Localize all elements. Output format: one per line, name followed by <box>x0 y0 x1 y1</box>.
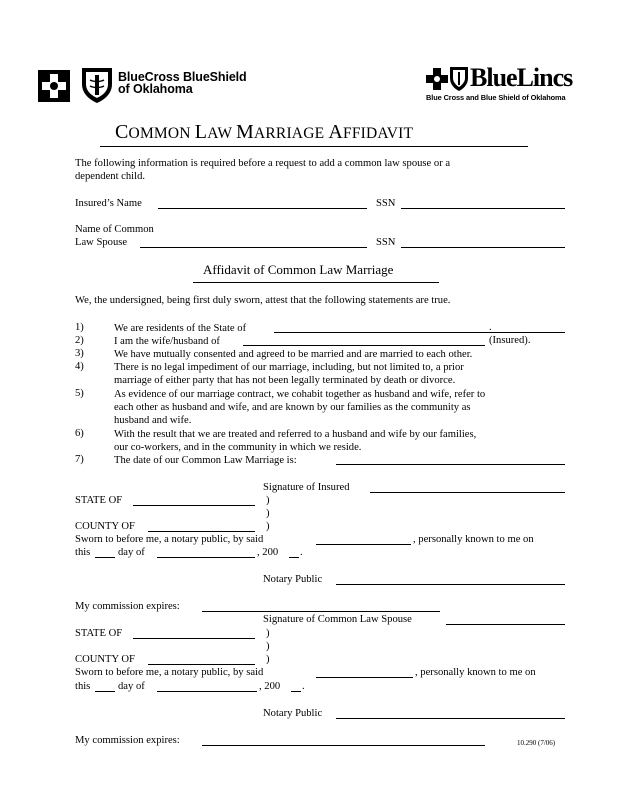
item-suffix: . <box>489 322 492 333</box>
paren: ) <box>266 628 270 639</box>
state-field[interactable] <box>133 505 255 506</box>
marriage-date-field[interactable] <box>336 464 565 465</box>
day-field[interactable] <box>95 557 115 558</box>
spouse-label-line1: Name of Common <box>75 224 154 235</box>
state-label: STATE OF <box>75 628 123 639</box>
signature-spouse-field[interactable] <box>446 624 565 625</box>
item-suffix: (Insured). <box>489 335 531 346</box>
item-number: 7) <box>75 454 84 465</box>
item-number: 3) <box>75 348 84 359</box>
day-of-text: day of <box>118 681 145 692</box>
item-text: We are residents of the State of <box>114 323 247 334</box>
commission-field[interactable] <box>202 745 485 746</box>
known-text: , personally known to me on <box>415 667 536 678</box>
ssn-label: SSN <box>376 198 396 209</box>
cross-icon <box>38 70 70 102</box>
affidavit-subtitle: Affidavit of Common Law Marriage <box>203 262 394 277</box>
signature-insured-label: Signature of Insured <box>263 482 350 493</box>
sworn-name-field[interactable] <box>316 677 413 678</box>
bcbs-line1: BlueCross BlueShield <box>118 70 247 84</box>
paren: ) <box>266 641 270 652</box>
subtitle-underline <box>193 282 439 283</box>
month-field[interactable] <box>157 557 255 558</box>
signature-spouse-label: Signature of Common Law Spouse <box>263 614 412 625</box>
attest-text: We, the undersigned, being first duly sworn, attest that the following statements are true. <box>75 295 451 306</box>
cross-icon <box>426 68 448 90</box>
item-number: 2) <box>75 335 84 346</box>
year-text: , 200 <box>257 547 279 558</box>
paren: ) <box>266 521 270 532</box>
item-text: With the result that we are treated and referred to a husband and wife by our families, <box>114 429 477 440</box>
year-field[interactable] <box>289 557 299 558</box>
year-text: , 200 <box>259 681 281 692</box>
item-text: marriage of either party that has not been legally terminated by death or divorce. <box>114 375 456 386</box>
county-label: COUNTY OF <box>75 654 135 665</box>
item-number: 1) <box>75 322 84 333</box>
shield-icon <box>82 68 112 103</box>
item-text: The date of our Common Law Marriage is: <box>114 455 297 466</box>
spouse-label-line2: Law Spouse <box>75 237 128 248</box>
county-field[interactable] <box>148 531 255 532</box>
this-text: this <box>75 547 91 558</box>
item-text: each other as husband and wife, and are known by our families as the community as <box>114 402 471 413</box>
intro-line2: dependent child. <box>75 171 146 182</box>
shield-icon <box>450 67 468 91</box>
item-text: our co-workers, and in the community in which we reside. <box>114 442 362 453</box>
title-underline <box>100 146 528 147</box>
period: . <box>302 681 305 692</box>
this-text: this <box>75 681 91 692</box>
notary-public-field[interactable] <box>336 584 565 585</box>
state-field[interactable] <box>133 638 255 639</box>
item-text: As evidence of our marriage contract, we cohabit together as husband and wife, refer to <box>114 389 486 400</box>
commission-field[interactable] <box>202 611 440 612</box>
bcbs-name <box>118 71 247 95</box>
item-number: 5) <box>75 388 84 399</box>
insured-name-field[interactable] <box>158 208 367 209</box>
bcbs-line2: of Oklahoma <box>118 82 193 96</box>
bluelincs-subtitle: Blue Cross and Blue Shield of Oklahoma <box>426 93 566 102</box>
item-number: 4) <box>75 361 84 372</box>
notary-public-field[interactable] <box>336 718 565 719</box>
sworn-text: Sworn to before me, a notary public, by said <box>75 534 264 545</box>
notary-public-label: Notary Public <box>263 708 323 719</box>
sworn-name-field[interactable] <box>316 544 411 545</box>
insured-name-label: Insured’s Name <box>75 198 142 209</box>
bluelincs-wordmark: BlueLincs <box>470 63 573 92</box>
spouse-name-field[interactable] <box>140 247 367 248</box>
known-text: , personally known to me on <box>413 534 534 545</box>
item-number: 6) <box>75 428 84 439</box>
paren: ) <box>266 508 270 519</box>
period: . <box>300 547 303 558</box>
bcbs-logo <box>38 66 118 107</box>
commission-label: My commission expires: <box>75 735 180 746</box>
form-number: 10.290 (7/06) <box>517 739 556 747</box>
notary-public-label: Notary Public <box>263 574 323 585</box>
signature-insured-field[interactable] <box>370 492 565 493</box>
county-label: COUNTY OF <box>75 521 135 532</box>
state-label: STATE OF <box>75 495 123 506</box>
spouse-ssn-field[interactable] <box>401 247 565 248</box>
paren: ) <box>266 654 270 665</box>
state-residence-field[interactable] <box>274 332 565 333</box>
page-title: COMMON LAW MARRIAGE AFFIDAVIT <box>115 121 414 143</box>
insured-ssn-field[interactable] <box>401 208 565 209</box>
paren: ) <box>266 495 270 506</box>
item-text: We have mutually consented and agreed to be married and are married to each other. <box>114 349 473 360</box>
month-field[interactable] <box>157 691 257 692</box>
intro-line1: The following information is required before a request to add a common law spouse or a <box>75 158 451 169</box>
item-text: husband and wife. <box>114 415 192 426</box>
county-field[interactable] <box>148 664 255 665</box>
item-text: There is no legal impediment of our marriage, including, but not limited to, a prior <box>114 362 464 373</box>
day-of-text: day of <box>118 547 145 558</box>
item-text: I am the wife/husband of <box>114 336 220 347</box>
commission-label: My commission expires: <box>75 601 180 612</box>
day-field[interactable] <box>95 691 115 692</box>
year-field[interactable] <box>291 691 301 692</box>
ssn2-label: SSN <box>376 237 396 248</box>
sworn-text: Sworn to before me, a notary public, by said <box>75 667 264 678</box>
spouse-of-field[interactable] <box>243 345 485 346</box>
